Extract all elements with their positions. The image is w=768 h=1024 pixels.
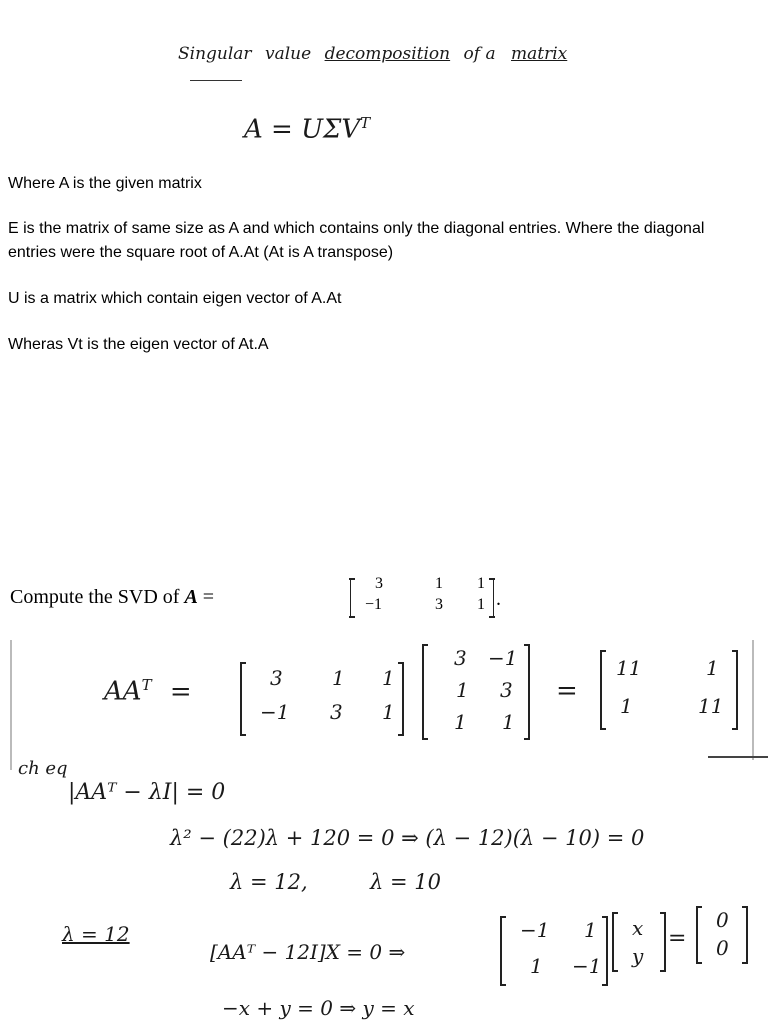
matrix-aat-result — [600, 650, 738, 730]
pm-23: 1 — [477, 596, 485, 613]
paragraph-2: E is the matrix of same size as A and which contains only the diagonal entries. Where the diagonal entries were the square root of A.At (At is A transpose) — [8, 220, 705, 261]
m1-21: −1 — [260, 700, 290, 724]
char-polynomial: λ² − (22)λ + 120 = 0 ⇒ (λ − 12)(λ − 10) = 0 — [170, 826, 645, 850]
pm-13: 1 — [477, 575, 485, 592]
m3-11: 11 — [616, 656, 642, 680]
pm-22: 3 — [435, 596, 443, 613]
frame-rule — [708, 756, 768, 758]
title-word-3: decomposition — [324, 44, 451, 64]
sm-12: 1 — [584, 918, 597, 942]
title-word-1: Singular — [178, 44, 252, 64]
system-lhs: [AAᵀ − 12I]X = 0 ⇒ — [210, 940, 406, 964]
m2-12: −1 — [488, 646, 518, 670]
m2-11: 3 — [454, 646, 467, 670]
frame-left — [10, 640, 12, 770]
sm-21: 1 — [530, 954, 543, 978]
m1-11: 3 — [270, 666, 283, 690]
matrix-a-transpose — [422, 644, 530, 740]
m2-32: 1 — [502, 710, 515, 734]
problem-var: A — [184, 586, 198, 608]
root-1: λ = 12, — [230, 870, 308, 894]
m1-23: 1 — [382, 700, 395, 724]
aat-sup: T — [141, 676, 152, 694]
sm-22: −1 — [572, 954, 602, 978]
m3-21: 1 — [620, 694, 633, 718]
svd-formula — [244, 114, 370, 145]
unknown-vector — [612, 912, 666, 972]
title-word-2: value — [264, 44, 312, 64]
m3-22: 11 — [698, 694, 724, 718]
problem-prefix: Compute the SVD of — [10, 586, 180, 608]
zero-2: 0 — [716, 936, 729, 960]
vec-x: x — [632, 916, 644, 940]
m2-22: 3 — [500, 678, 513, 702]
paragraph-4: Wheras Vt is the eigen vector of At.A — [8, 336, 269, 353]
problem-matrix — [350, 575, 494, 618]
matrix-a — [240, 662, 404, 736]
pm-11: 3 — [375, 575, 383, 592]
frame-right — [752, 640, 754, 760]
aat-lhs — [104, 676, 192, 707]
m2-31: 1 — [454, 710, 467, 734]
paragraph-3: U is a matrix which contain eigen vector of A.At — [8, 290, 342, 307]
formula-sup: T — [360, 114, 371, 132]
char-eq-label: ch eq — [18, 758, 68, 779]
vec-y: y — [632, 944, 644, 968]
m3-12: 1 — [706, 656, 719, 680]
zero-vector — [696, 906, 748, 964]
title-underline — [190, 80, 242, 81]
handwritten-title — [178, 44, 567, 64]
title-word-5: matrix — [511, 44, 568, 64]
aat-eq: = — [169, 676, 192, 707]
lambda-12-label: λ = 12 — [62, 922, 130, 946]
problem-period: . — [496, 588, 501, 610]
title-word-4: of a — [463, 44, 496, 64]
problem-eq: = — [202, 586, 215, 608]
pm-21: −1 — [365, 596, 383, 613]
paragraph-1: Where A is the given matrix — [8, 175, 202, 192]
m1-13: 1 — [382, 666, 395, 690]
problem-statement — [10, 586, 214, 609]
det-equation: |AAᵀ − λI| = 0 — [68, 780, 226, 805]
m2-21: 1 — [456, 678, 469, 702]
sm-11: −1 — [520, 918, 550, 942]
result-eq: = — [556, 676, 578, 706]
m1-12: 1 — [332, 666, 345, 690]
aat-label: AA — [104, 676, 142, 707]
m1-22: 3 — [330, 700, 343, 724]
final-result: −x + y = 0 ⇒ y = x — [222, 996, 415, 1020]
system-eq: = — [668, 926, 687, 951]
pm-12: 1 — [435, 575, 443, 592]
root-2: λ = 10 — [370, 870, 441, 894]
zero-1: 0 — [716, 908, 729, 932]
formula-text: A = UΣV — [244, 114, 361, 145]
system-matrix — [500, 916, 608, 986]
